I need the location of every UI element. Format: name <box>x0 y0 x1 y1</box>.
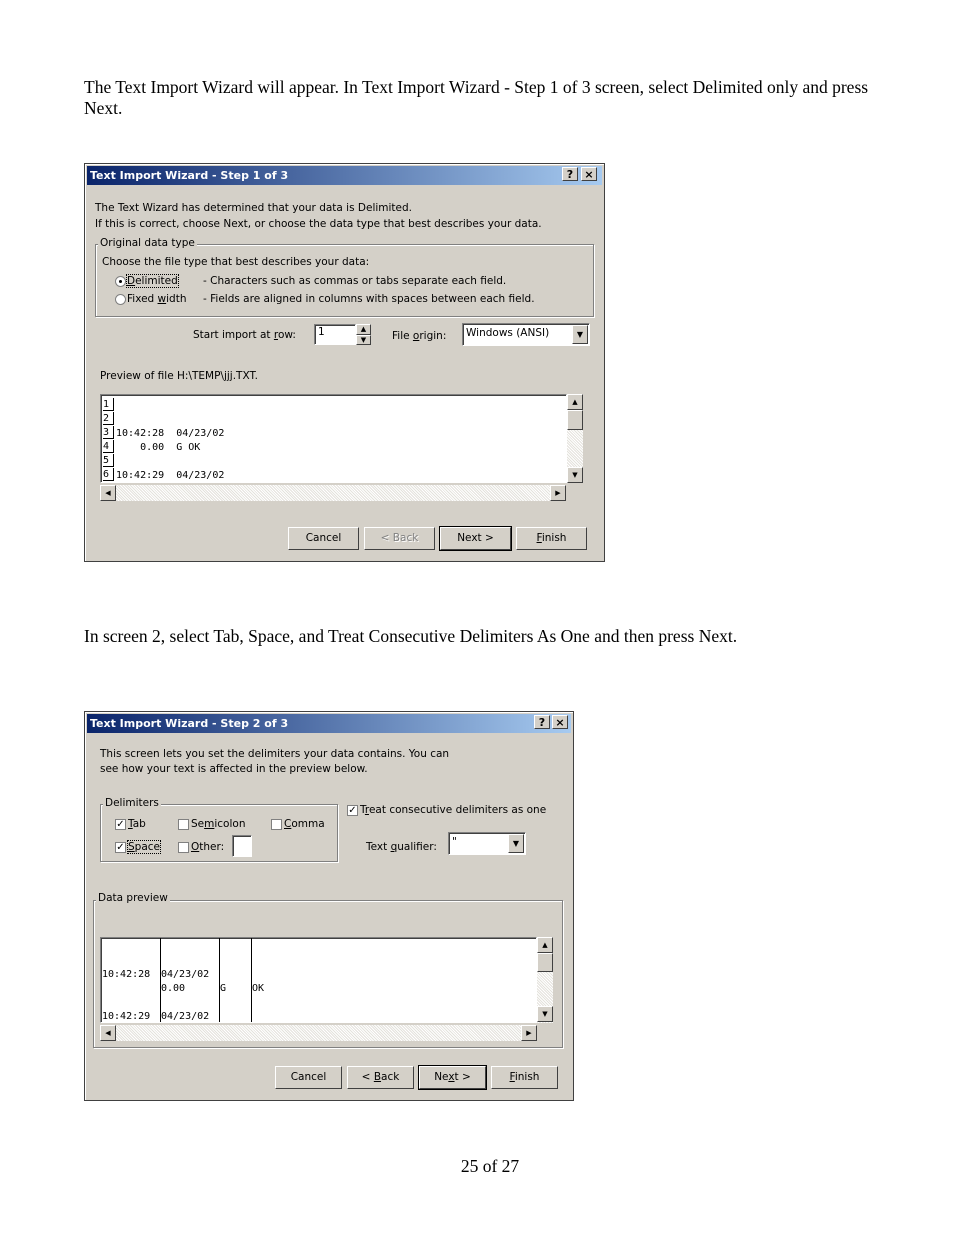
scroll-right-button[interactable]: ▶ <box>521 1025 537 1041</box>
preview-cell: 04/23/02 <box>161 969 210 980</box>
scroll-up-button[interactable]: ▲ <box>537 937 553 953</box>
original-data-type-title: Original data type <box>100 237 195 249</box>
close-button[interactable]: × <box>581 167 597 181</box>
semicolon-label[interactable]: Semicolon <box>191 818 246 830</box>
scroll-right-button[interactable]: ▶ <box>550 485 566 501</box>
file-type-prompt: Choose the file type that best describes your data: <box>102 256 370 268</box>
text-import-wizard-step1-dialog <box>84 163 605 562</box>
preview-cell: OK <box>252 983 265 994</box>
delimited-radio[interactable] <box>115 276 126 287</box>
next-button[interactable]: Next > <box>419 1066 486 1089</box>
preview-row-text: 10:42:29 04/23/02 <box>116 470 225 481</box>
back-button[interactable]: < Back <box>347 1066 414 1089</box>
dialog2-title: Text Import Wizard - Step 2 of 3 <box>90 717 289 730</box>
preview-cell: 04/23/02 <box>161 1011 210 1022</box>
page-number: 25 of 27 <box>460 1156 520 1176</box>
finish-button[interactable]: Finish <box>491 1066 558 1089</box>
comma-label[interactable]: Comma <box>284 818 325 830</box>
preview-row-number: 5 <box>103 454 114 467</box>
file-origin-label: File origin: <box>392 330 447 342</box>
delimiters-group <box>100 804 338 862</box>
preview-horizontal-scrollbar[interactable] <box>100 485 566 501</box>
help-button[interactable]: ? <box>534 715 550 729</box>
delimited-desc: - Characters such as commas or tabs separate each field. <box>203 275 507 287</box>
preview-cell: 10:42:28 <box>102 969 151 980</box>
scroll-down-button[interactable]: ▼ <box>567 467 583 483</box>
data-preview-box[interactable] <box>100 937 537 1023</box>
text-import-wizard-step2-dialog <box>84 711 574 1101</box>
dialog2-desc-line2: see how your text is affected in the preview below. <box>100 763 368 775</box>
other-checkbox[interactable] <box>178 842 189 853</box>
scroll-left-button[interactable]: ◀ <box>100 485 116 501</box>
other-delimiter-input[interactable] <box>232 835 252 857</box>
dialog1-title: Text Import Wizard - Step 1 of 3 <box>90 169 289 182</box>
preview-row-number: 3 <box>103 426 114 439</box>
space-label[interactable]: Space <box>128 841 161 853</box>
text-qualifier-dropdown-button[interactable]: ▼ <box>508 834 524 853</box>
fixed-width-label[interactable]: Fixed width <box>127 293 187 305</box>
tab-checkbox[interactable]: ✓ <box>116 819 125 830</box>
text-qualifier-select[interactable]: " <box>448 832 526 855</box>
column-divider <box>251 938 252 1022</box>
preview-cell: G <box>220 983 227 994</box>
finish-button[interactable]: Finish <box>516 527 587 550</box>
space-checkbox[interactable]: ✓ <box>116 842 125 853</box>
help-button[interactable]: ? <box>562 167 578 181</box>
file-origin-dropdown-button[interactable]: ▼ <box>572 325 588 344</box>
dialog1-titlebar <box>87 166 602 185</box>
data-preview-title: Data preview <box>98 892 168 904</box>
back-button[interactable]: < Back <box>364 527 435 550</box>
treat-consecutive-label[interactable]: Treat consecutive delimiters as one <box>360 804 547 816</box>
scroll-left-button[interactable]: ◀ <box>100 1025 116 1041</box>
start-row-up-button[interactable]: ▲ <box>356 324 371 335</box>
file-preview-box[interactable] <box>100 394 567 483</box>
scroll-down-button[interactable]: ▼ <box>537 1006 553 1022</box>
semicolon-checkbox[interactable] <box>178 819 189 830</box>
preview-row-text: 10:42:28 04/23/02 <box>116 428 225 439</box>
preview-cell: 10:42:29 <box>102 1011 151 1022</box>
close-button[interactable]: × <box>552 715 568 729</box>
start-row-label: Start import at row: <box>193 329 296 341</box>
dialog1-desc-line1: The Text Wizard has determined that your data is Delimited. <box>95 202 413 214</box>
cancel-button[interactable]: Cancel <box>288 527 359 550</box>
preview-row-number: 1 <box>103 398 114 411</box>
next-button[interactable]: Next > <box>440 527 511 550</box>
preview-row-number: 4 <box>103 440 114 453</box>
preview-horizontal-scrollbar[interactable] <box>100 1025 537 1041</box>
delimiters-title: Delimiters <box>105 797 159 809</box>
preview-cell: 0.00 <box>161 983 186 994</box>
screen2-paragraph: In screen 2, select Tab, Space, and Treat Consecutive Delimiters As One and then press Next. <box>84 626 738 646</box>
scroll-up-button[interactable]: ▲ <box>567 394 583 410</box>
start-row-down-button[interactable]: ▼ <box>356 335 371 345</box>
preview-row-text: 0.00 G OK <box>116 442 201 453</box>
dialog2-titlebar <box>87 714 571 733</box>
scroll-thumb[interactable] <box>567 410 583 430</box>
preview-row-number: 6 <box>103 468 114 481</box>
other-label[interactable]: Other: <box>191 841 225 853</box>
tab-label[interactable]: Tab <box>128 818 146 830</box>
column-divider <box>219 938 220 1022</box>
start-row-input[interactable]: 1 <box>314 324 356 345</box>
cancel-button[interactable]: Cancel <box>275 1066 342 1089</box>
fixed-width-radio[interactable] <box>115 294 126 305</box>
dialog1-desc-line2: If this is correct, choose Next, or choose the data type that best describes your data. <box>95 218 542 230</box>
fixed-width-desc: - Fields are aligned in columns with spaces between each field. <box>203 293 535 305</box>
text-qualifier-label: Text qualifier: <box>366 841 437 853</box>
file-origin-select[interactable]: Windows (ANSI) <box>462 323 590 346</box>
preview-row-number: 2 <box>103 412 114 425</box>
preview-file-label: Preview of file H:\TEMP\jjj.TXT. <box>100 370 258 382</box>
delimited-label[interactable]: Delimited <box>127 275 178 287</box>
scroll-thumb[interactable] <box>537 953 553 972</box>
comma-checkbox[interactable] <box>271 819 282 830</box>
treat-consecutive-checkbox[interactable]: ✓ <box>348 805 357 816</box>
dialog2-desc-line1: This screen lets you set the delimiters your data contains. You can <box>100 748 450 760</box>
intro-paragraph: The Text Import Wizard will appear. In Text Import Wizard - Step 1 of 3 screen, select Delimited only and press Next. <box>84 77 869 118</box>
